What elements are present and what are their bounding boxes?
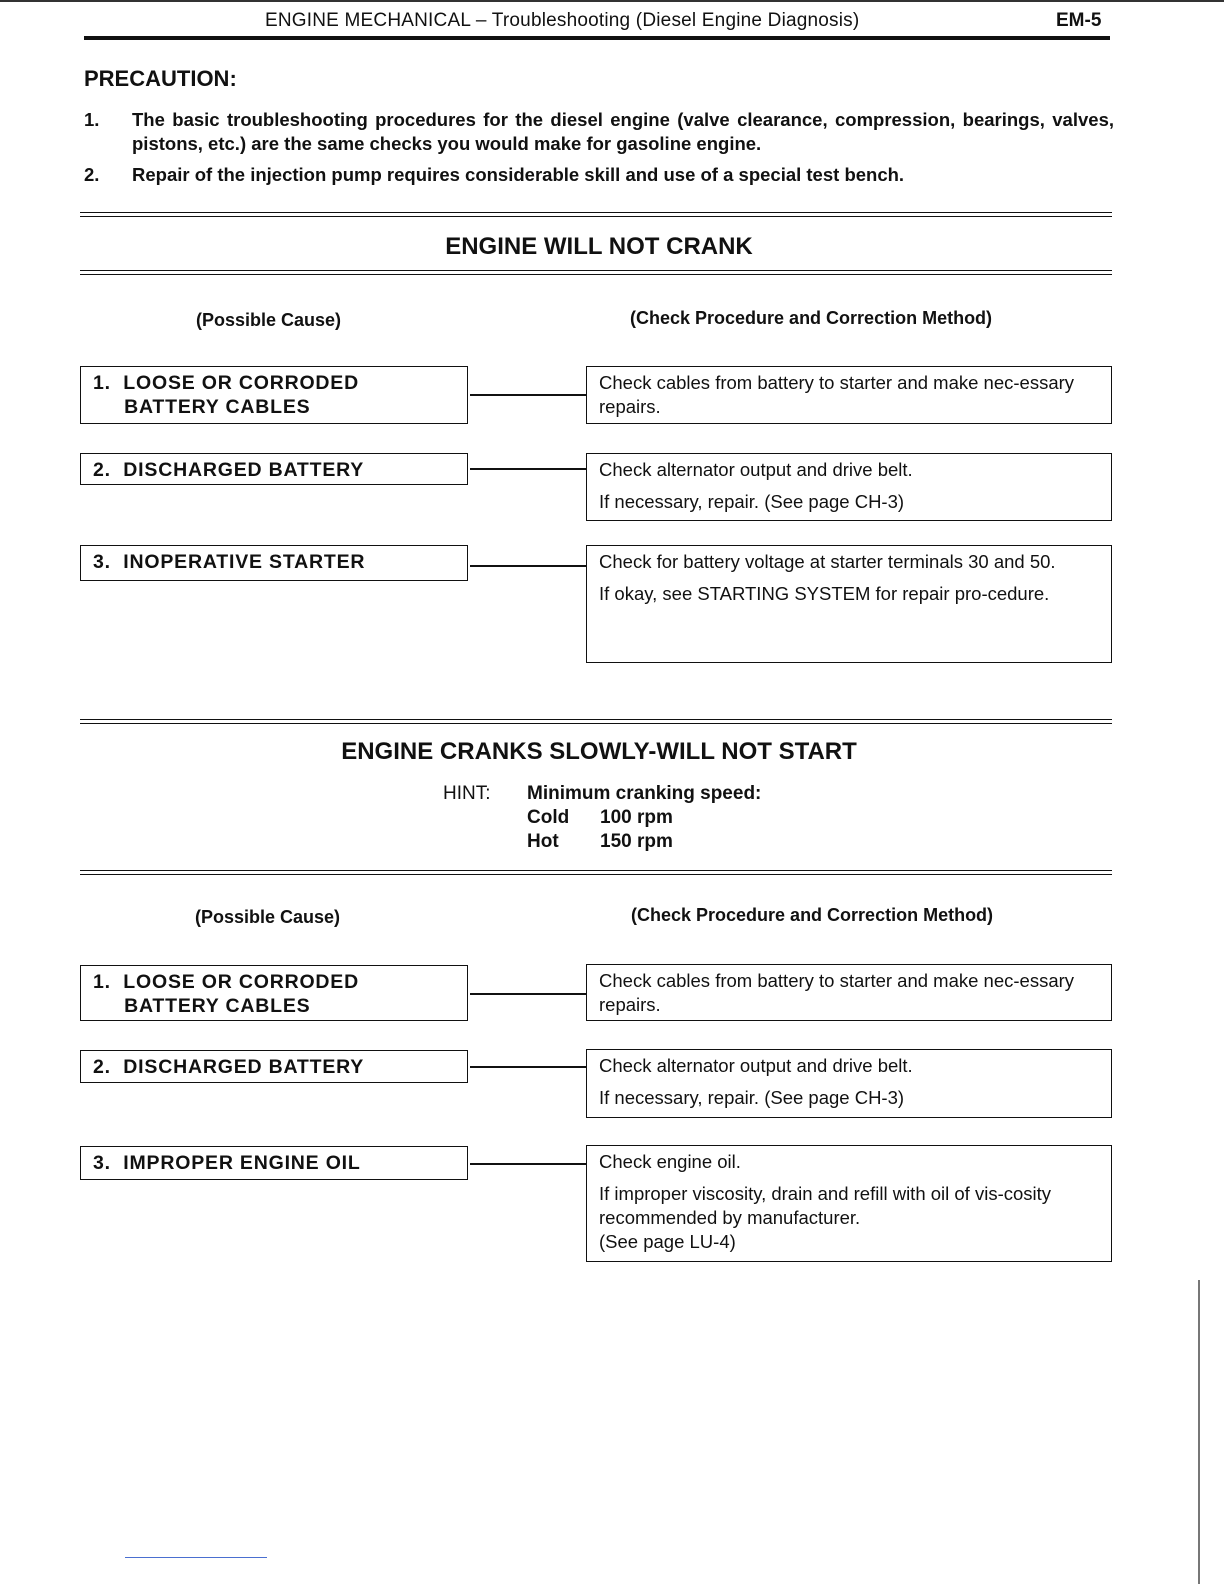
check-text: Check for battery voltage at starter terminals 30 and 50.	[599, 551, 1056, 572]
section-rule	[80, 719, 1112, 724]
cause-box: 2. DISCHARGED BATTERY	[80, 453, 468, 485]
check-text: If improper viscosity, drain and refill with oil of vis-cosity recommended by manufacturer. (See page LU-4)	[599, 1183, 1052, 1252]
check-header: (Check Procedure and Correction Method)	[630, 308, 993, 328]
page-number: EM-5	[1056, 10, 1102, 31]
connector-line	[470, 394, 586, 396]
check-text: If necessary, repair. (See page CH-3)	[599, 1087, 905, 1108]
connector-line	[470, 565, 586, 567]
check-text: Check cables from battery to starter and make nec-essary repairs.	[599, 970, 1075, 1015]
hint-label: HINT:	[443, 783, 491, 804]
running-header: ENGINE MECHANICAL – Troubleshooting (Diesel Engine Diagnosis)	[265, 10, 860, 31]
item-number: 1.	[84, 109, 100, 130]
precaution-item	[84, 163, 1114, 187]
hint-cold-label: Cold	[527, 807, 570, 828]
cause-box: 1. LOOSE OR CORRODED BATTERY CABLES	[80, 965, 468, 1021]
cause-box: 3. INOPERATIVE STARTER	[80, 545, 468, 581]
connector-line	[470, 1066, 586, 1068]
section-title: ENGINE CRANKS SLOWLY-WILL NOT START	[341, 738, 857, 765]
cause-header: (Possible Cause)	[195, 907, 341, 927]
item-text: Repair of the injection pump requires considerable skill and use of a special test bench.	[132, 164, 905, 185]
section-rule	[80, 870, 1112, 875]
check-text: Check alternator output and drive belt.	[599, 459, 913, 480]
hint-cold-value: 100 rpm	[600, 807, 673, 828]
check-text: Check engine oil.	[599, 1151, 741, 1172]
precaution-heading: PRECAUTION:	[84, 66, 237, 91]
cause-box: 1. LOOSE OR CORRODED BATTERY CABLES	[80, 366, 468, 424]
right-border	[1198, 1280, 1200, 1584]
check-header: (Check Procedure and Correction Method)	[631, 905, 994, 925]
check-box	[586, 964, 1112, 1021]
check-box	[586, 1049, 1112, 1118]
section-title: ENGINE WILL NOT CRANK	[445, 233, 753, 260]
cause-box: 2. DISCHARGED BATTERY	[80, 1050, 468, 1083]
precaution-item	[84, 108, 1114, 156]
top-border	[0, 0, 1224, 2]
check-box	[586, 366, 1112, 424]
check-text: Check alternator output and drive belt.	[599, 1055, 913, 1076]
connector-line	[470, 993, 586, 995]
item-text: The basic troubleshooting procedures for the diesel engine (valve clearance, compression, bearings, valves, pistons, etc.) are the same checks you would make for gasoline engine.	[132, 109, 1114, 154]
check-box	[586, 1145, 1112, 1262]
check-box	[586, 545, 1112, 663]
cause-box: 3. IMPROPER ENGINE OIL	[80, 1146, 468, 1180]
check-text: Check cables from battery to starter and make nec-essary repairs.	[599, 372, 1075, 417]
cause-header: (Possible Cause)	[196, 310, 342, 330]
connector-line	[470, 468, 586, 470]
scan-mark	[125, 1557, 267, 1558]
connector-line	[470, 1163, 586, 1165]
hint-hot-value: 150 rpm	[600, 831, 673, 852]
check-text: If necessary, repair. (See page CH-3)	[599, 491, 905, 512]
check-box	[586, 453, 1112, 521]
section-rule	[80, 270, 1112, 275]
header-rule	[84, 36, 1110, 40]
item-number: 2.	[84, 164, 100, 185]
hint-heading: Minimum cranking speed:	[527, 783, 762, 804]
section-rule	[80, 212, 1112, 217]
hint-hot-label: Hot	[527, 831, 559, 852]
check-text: If okay, see STARTING SYSTEM for repair pro-cedure.	[599, 583, 1050, 604]
